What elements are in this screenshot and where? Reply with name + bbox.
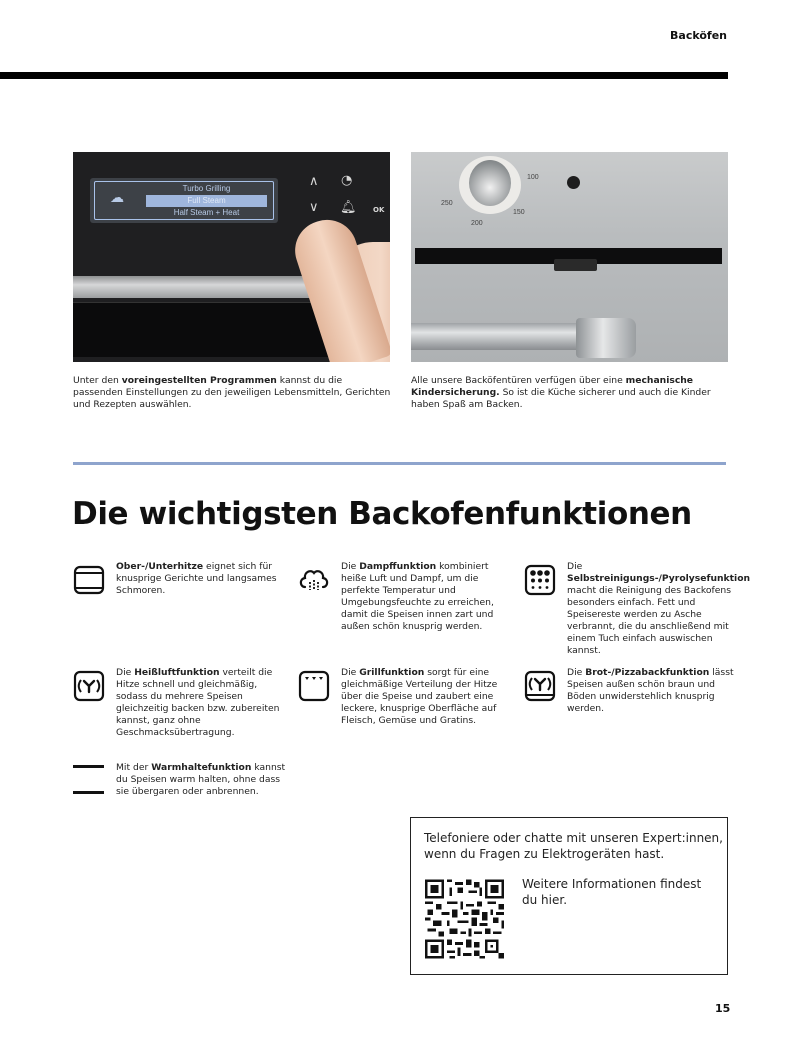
steam-icon (298, 564, 330, 596)
section-title: Die wichtigsten Backofenfunktionen (72, 496, 692, 532)
grill-icon (298, 670, 330, 702)
steam-icon: ☁ (110, 190, 124, 206)
section-header-title: Backöfen (670, 29, 727, 42)
indicator-button (567, 176, 580, 189)
dial-label: 200 (471, 220, 483, 227)
expert-contact-text: Telefoniere oder chatte mit unseren Expert:innen, wenn du Fragen zu Elektrogeräten hast. (424, 831, 723, 861)
oven-door-lock-photo (411, 152, 728, 362)
qr-code[interactable] (425, 878, 504, 960)
section-divider (73, 462, 726, 465)
dial-label: 250 (441, 200, 453, 207)
display-line-selected: Full Steam (146, 195, 267, 207)
display-line: Turbo Grilling (182, 184, 231, 193)
temperature-knob (469, 160, 511, 206)
timer-icon: ◔ (341, 173, 353, 188)
header-divider (0, 72, 728, 79)
page-number: 15 (715, 1002, 731, 1015)
child-lock-latch (554, 259, 597, 271)
oven-control-panel-photo (73, 152, 390, 362)
caption-programs: Unter den voreingestellten Programmen kannst du die passenden Einstellungen zu den jeweiligen Lebensmitteln, Gerichten und Rezepten auswählen. (73, 375, 391, 411)
keep-warm-icon (73, 762, 105, 796)
bell-icon: 🔔︎ (340, 200, 357, 215)
dial-label: 150 (513, 209, 525, 216)
top-bottom-heat-icon (73, 564, 105, 596)
oven-display (90, 178, 278, 223)
display-line: Half Steam + Heat (173, 208, 240, 217)
hot-air-fan-icon (73, 670, 105, 702)
dial-label: 100 (527, 174, 539, 181)
caption-child-lock: Alle unsere Backöfentüren verfügen über eine mechanische Kindersicherung. So ist die Küche sicherer und auch die Kinder haben Spaß am Backen. (411, 375, 711, 411)
pyrolysis-icon (524, 564, 556, 596)
pizza-function-icon (524, 670, 556, 702)
more-info-link-text: Weitere Informationen findest du hier. (522, 877, 702, 907)
chevron-down-icon: ∨ (309, 200, 319, 215)
chevron-up-icon: ∧ (309, 174, 319, 189)
ok-button-label: OK (373, 206, 385, 214)
expert-contact-box (410, 817, 728, 975)
